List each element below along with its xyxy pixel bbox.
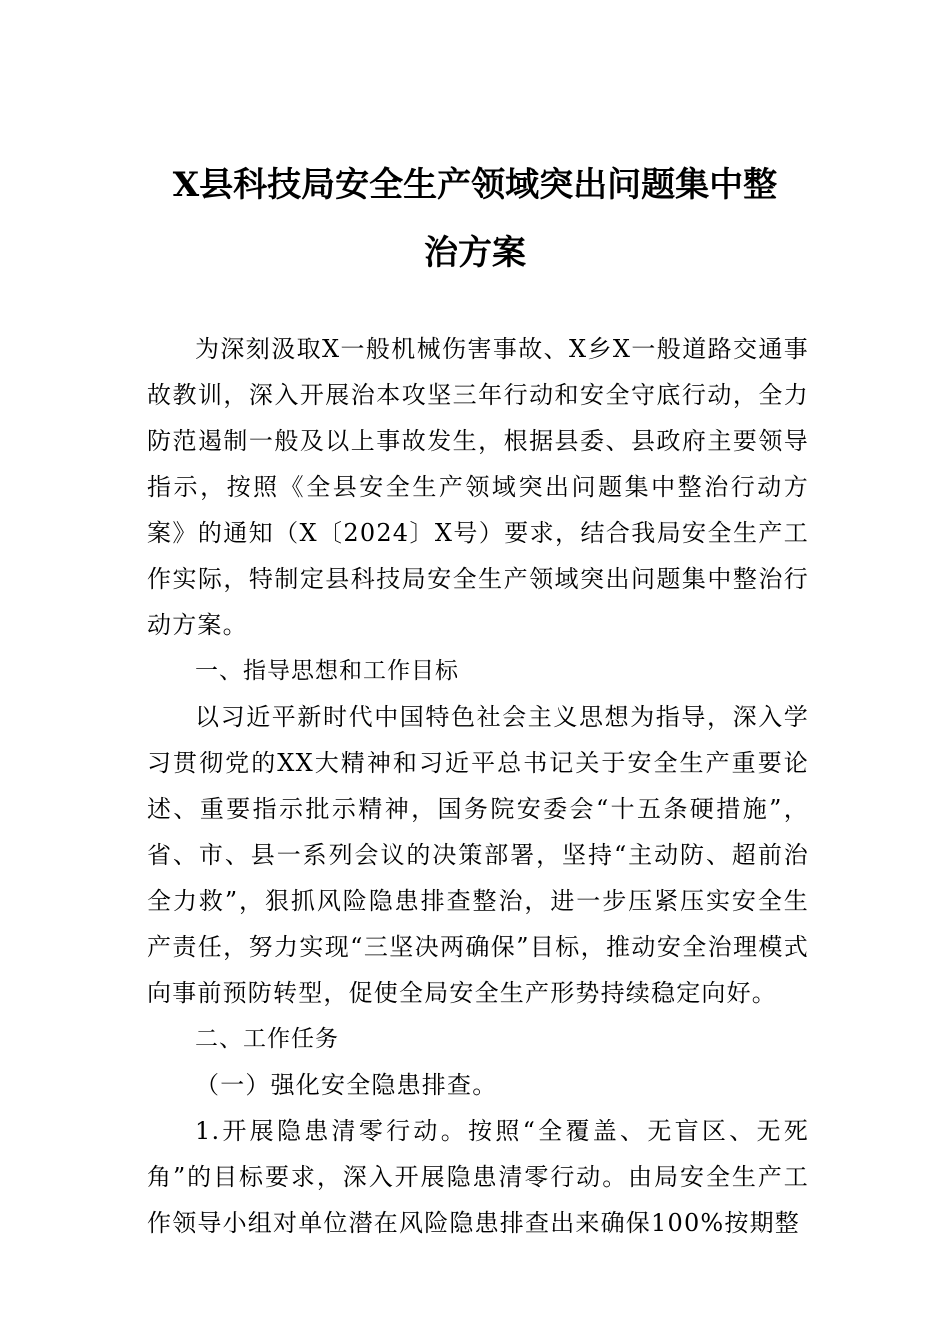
document-title-line-1: X县科技局安全生产领域突出问题集中整: [172, 165, 778, 205]
document-body: [147, 326, 809, 1246]
section-2-heading: 二、工作任务: [195, 1026, 339, 1052]
subsection-1-heading: （一）强化安全隐患排查。: [195, 1071, 498, 1099]
item-1-paragraph: 1.开展隐患清零行动。按照“全覆盖、无盲区、无死角”的目标要求，深入开展隐患清零行动。由局安全生产工作领导小组对单位潜在风险隐患排查出来确保100%按期整: [147, 1117, 809, 1237]
document-title-line-2: 治方案: [424, 233, 526, 273]
intro-paragraph: 为深刻汲取X一般机械伤害事故、X乡X一般道路交通事故教训，深入开展治本攻坚三年行动和安全守底行动，全力防范遏制一般及以上事故发生，根据县委、县政府主要领导指示，按照《全县安全生产领域突出问题集中整治行动方案》的通知（X〔2024〕X号）要求，结合我局安全生产工作实际，特制定县科技局安全生产领域突出问题集中整治行动方案。: [147, 335, 809, 639]
section-1-paragraph: 以习近平新时代中国特色社会主义思想为指导，深入学习贯彻党的XX大精神和习近平总书记关于安全生产重要论述、重要指示批示精神，国务院安委会“十五条硬措施”，省、市、县一系列会议的决策部署，坚持“主动防、超前治全力救”，狠抓风险隐患排查整治，进一步压紧压实安全生产责任，努力实现“三坚决两确保”目标，推动安全治理模式向事前预防转型，促使全局安全生产形势持续稳定向好。: [147, 703, 809, 1007]
section-1-heading: 一、指导思想和工作目标: [195, 658, 459, 684]
